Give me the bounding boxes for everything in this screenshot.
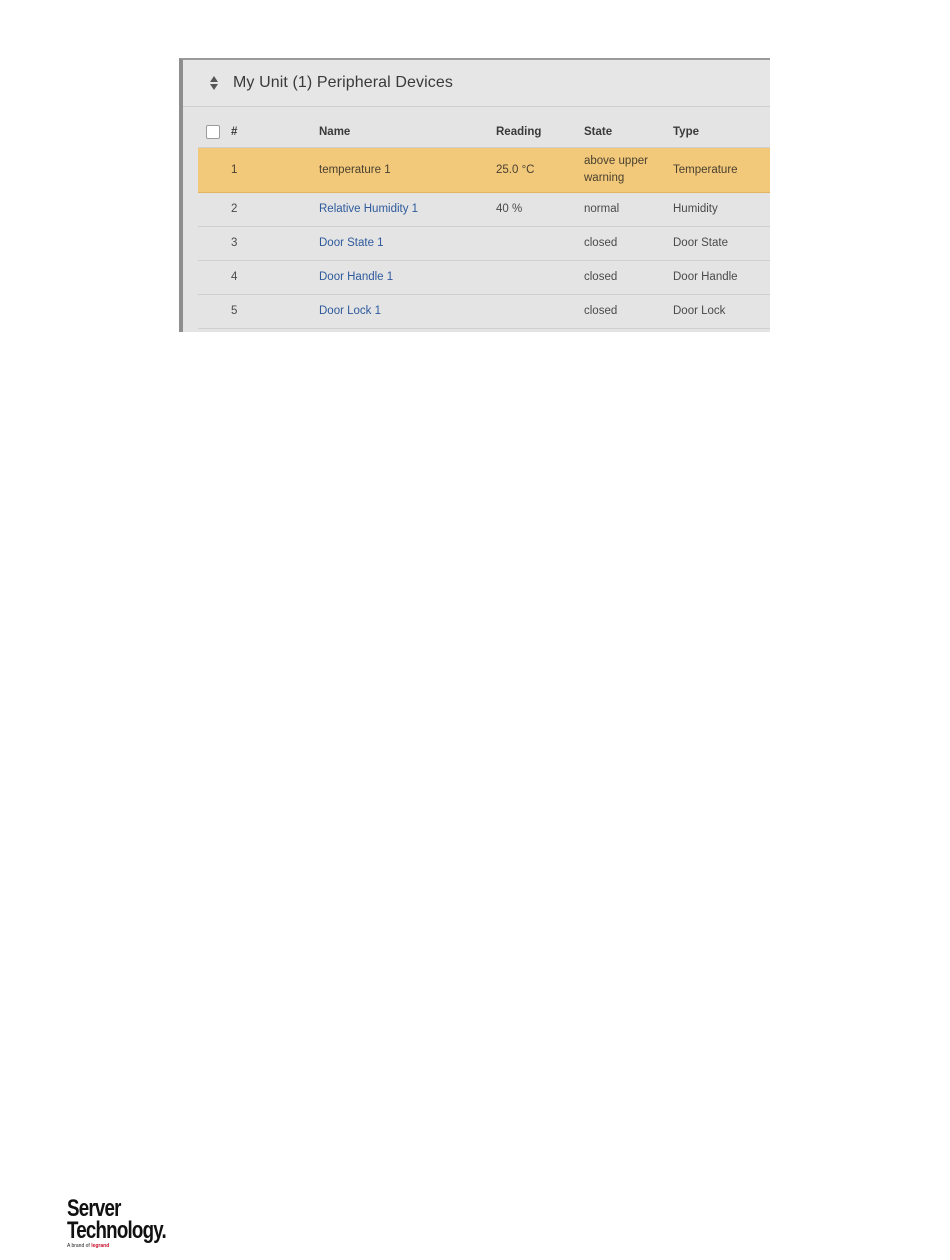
row-name <box>319 148 496 193</box>
row-type: Humidity <box>673 193 770 227</box>
peripheral-devices-table <box>198 117 770 329</box>
table-row[interactable] <box>198 148 770 193</box>
column-header-state[interactable]: State <box>584 117 673 148</box>
select-all-checkbox[interactable] <box>206 125 220 139</box>
row-reading: 25.0 °C <box>496 148 584 193</box>
row-select-cell <box>198 261 231 295</box>
row-type: Temperature <box>673 148 770 193</box>
table-row[interactable] <box>198 227 770 261</box>
state-line-1: above upper <box>584 155 648 168</box>
logo-line-2: Technology. <box>67 1217 166 1244</box>
sort-up-icon <box>210 76 218 82</box>
row-name <box>319 193 496 227</box>
row-number: 2 <box>231 193 319 227</box>
row-state: closed <box>584 261 673 295</box>
server-technology-logo <box>67 1195 177 1250</box>
column-header-reading[interactable]: Reading <box>496 117 584 148</box>
column-header-name[interactable]: Name <box>319 117 496 148</box>
row-number: 3 <box>231 227 319 261</box>
row-number: 4 <box>231 261 319 295</box>
state-text <box>584 153 664 186</box>
device-name[interactable]: temperature 1 <box>319 163 391 176</box>
row-reading <box>496 227 584 261</box>
device-name-link[interactable]: Door Handle 1 <box>319 271 394 284</box>
row-select-cell <box>198 227 231 261</box>
sort-arrows-icon[interactable] <box>207 76 221 90</box>
row-type: Door State <box>673 227 770 261</box>
sort-down-icon <box>210 84 218 90</box>
logo-tagline-brand: legrand <box>91 1243 110 1249</box>
row-state: closed <box>584 295 673 329</box>
row-number: 1 <box>231 148 319 193</box>
row-select-cell <box>198 193 231 227</box>
row-type: Door Handle <box>673 261 770 295</box>
peripheral-devices-panel <box>179 58 770 332</box>
row-select-cell <box>198 148 231 193</box>
row-type: Door Lock <box>673 295 770 329</box>
logo-tagline-prefix: A brand of <box>67 1243 92 1249</box>
select-all-cell <box>198 117 231 148</box>
row-name <box>319 295 496 329</box>
row-select-cell <box>198 295 231 329</box>
column-header-number[interactable]: # <box>231 117 319 148</box>
row-reading <box>496 261 584 295</box>
device-name-link[interactable]: Door State 1 <box>319 237 384 250</box>
table-row[interactable] <box>198 295 770 329</box>
device-name-link[interactable]: Door Lock 1 <box>319 305 382 318</box>
row-state: normal <box>584 193 673 227</box>
state-line-2: warning <box>584 172 625 184</box>
table-row[interactable] <box>198 261 770 295</box>
table-header-row <box>198 117 770 148</box>
row-reading: 40 % <box>496 193 584 227</box>
table-row[interactable] <box>198 193 770 227</box>
row-name <box>319 227 496 261</box>
row-state <box>584 148 673 193</box>
row-state: closed <box>584 227 673 261</box>
panel-title: My Unit (1) Peripheral Devices <box>233 74 453 91</box>
logo-line-1: Server <box>67 1195 121 1222</box>
row-number: 5 <box>231 295 319 329</box>
row-name <box>319 261 496 295</box>
row-reading <box>496 295 584 329</box>
panel-header <box>183 60 770 107</box>
column-header-type[interactable]: Type <box>673 117 770 148</box>
device-name-link[interactable]: Relative Humidity 1 <box>319 203 419 216</box>
